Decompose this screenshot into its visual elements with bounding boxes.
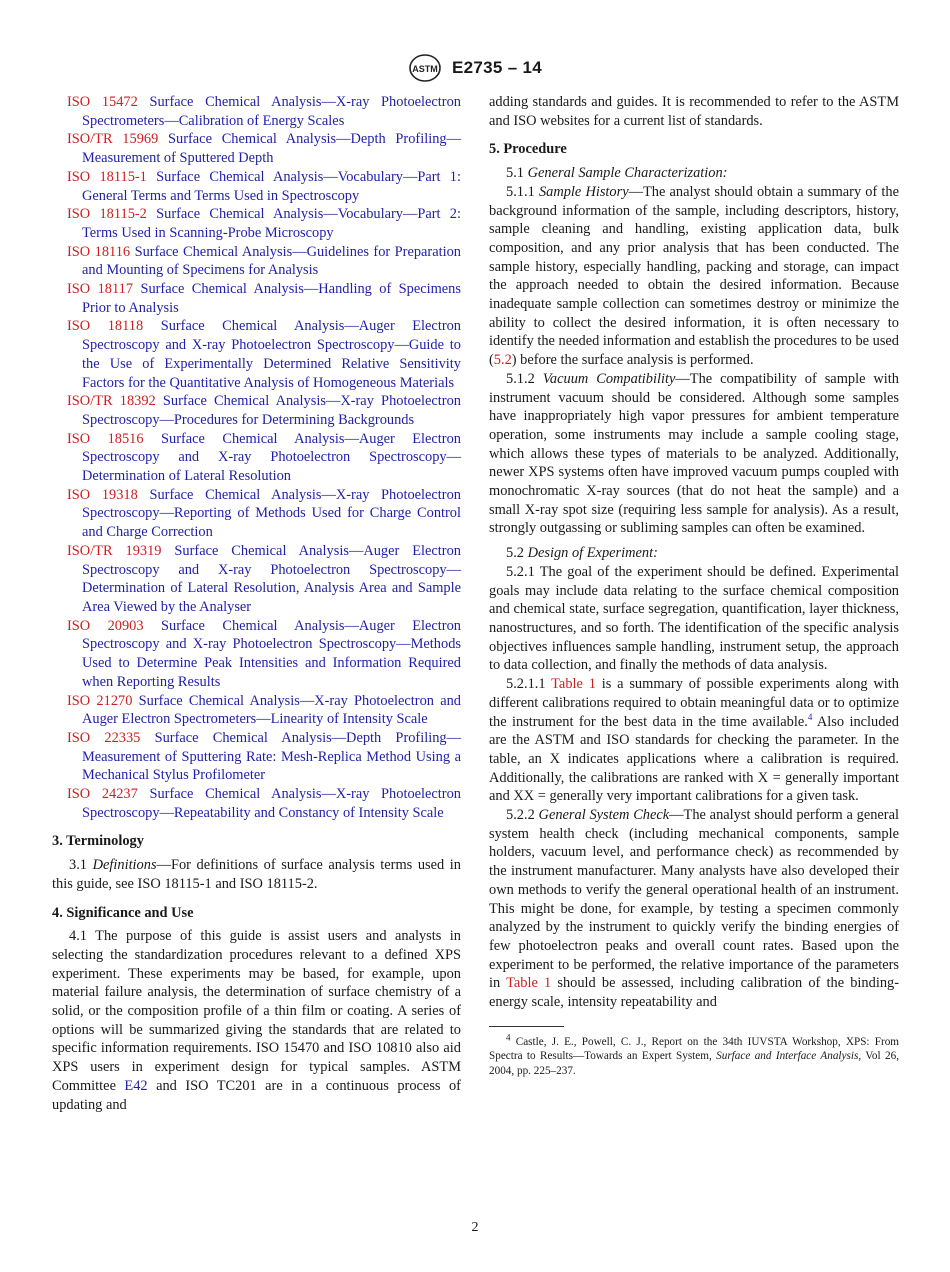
para-number: 5.1.2 bbox=[506, 370, 535, 387]
reference-number-link[interactable]: ISO 15472 bbox=[67, 94, 138, 110]
reference-number-link[interactable]: ISO/TR 18392 bbox=[67, 393, 156, 410]
reference-title-link[interactable]: Surface Chemical Analysis—X-ray Photoelectron Spectroscopy—Procedures for Determining Backgrounds bbox=[82, 393, 461, 428]
reference-item bbox=[52, 93, 461, 130]
e42-link[interactable]: E42 bbox=[124, 1077, 148, 1094]
reference-item bbox=[52, 617, 461, 692]
para-label: Definitions bbox=[92, 857, 157, 874]
reference-title-link[interactable]: Surface Chemical Analysis—X-ray Photoelectron Spectroscopy—Reporting of Methods Used for Charge Control and Charge Correction bbox=[82, 486, 461, 541]
para-text: —The analyst should perform a general system health check (including mechanical components, sample holders, vacuum level, and performance check) as recommended by the instrument manufacturer. Many analysts have also developed their own methods to verify the general operational health of an instrument. This might be done, for example, by testing a specimen commonly analyzed by the instrument to quickly verify the binding energies of few photoelectron peaks and overall count rates. Based upon the experiment to be performed, the relative importance of the parameters in bbox=[489, 807, 899, 992]
para-number: 5.1 bbox=[506, 165, 524, 182]
table-1-link-2[interactable]: Table 1 bbox=[506, 975, 552, 992]
reference-number-link[interactable]: ISO 22335 bbox=[67, 729, 141, 746]
reference-item bbox=[52, 130, 461, 167]
reference-number-link[interactable]: ISO/TR 19319 bbox=[67, 542, 162, 559]
para-label: General System Check bbox=[538, 807, 670, 824]
reference-number-link[interactable]: ISO 20903 bbox=[67, 617, 144, 634]
paragraph-4-1-continued: adding standards and guides. It is recommended to refer to the ASTM and ISO websites for a current list of standards. bbox=[489, 94, 899, 129]
page-header bbox=[0, 53, 950, 83]
reference-item bbox=[52, 486, 461, 542]
paragraph-5-1-2 bbox=[489, 370, 899, 538]
paragraph-3-1 bbox=[52, 856, 461, 893]
section-5-heading: 5. Procedure bbox=[489, 141, 567, 158]
footnote-journal: Surface and Interface Analysis bbox=[716, 1050, 859, 1063]
footnote-text: , Vol 26, 2004, pp. 225–237. bbox=[489, 1050, 900, 1077]
para-text: Also included are the ASTM and ISO standards for checking the parameter. In the table, an X indicates applications where a calibration is required. Additionally, the calibrations are ranked with X = generally important and XX = generally very important calibrations for a given task. bbox=[489, 713, 900, 805]
reference-number-link[interactable]: ISO 19318 bbox=[67, 486, 138, 503]
para-text: 4.1 The purpose of this guide is assist users and analysts in selecting the standardization procedures relevant to a defined XPS experiment. These experiments may be based, for example, upon material failure analysis, the determination of surface chemistry of a solid, or the composition profile of a thin film or coating. A series of options will be summarized giving the standards that are related to specific information requirements. ISO 15470 and ISO 10810 also aid XPS users in experiment design for typical samples. ASTM Committee bbox=[52, 928, 461, 1094]
reference-item bbox=[52, 317, 461, 392]
reference-number-link[interactable]: ISO 18115-2 bbox=[67, 206, 147, 223]
reference-number-link[interactable]: ISO 18516 bbox=[67, 430, 144, 447]
reference-item bbox=[52, 692, 461, 729]
reference-item bbox=[52, 729, 461, 785]
para-number: 5.1.1 bbox=[506, 183, 535, 200]
reference-number-link[interactable]: ISO 18117 bbox=[67, 281, 134, 298]
para-text: ) before the surface analysis is performed. bbox=[511, 352, 754, 369]
reference-item bbox=[52, 542, 461, 617]
reference-number-link[interactable]: ISO 24237 bbox=[67, 786, 138, 803]
left-column bbox=[52, 93, 461, 1114]
para-number: 5.2.1.1 bbox=[506, 676, 546, 693]
section-3-heading: 3. Terminology bbox=[52, 833, 144, 850]
reference-item bbox=[52, 205, 461, 242]
reference-number-link[interactable]: ISO 18115-1 bbox=[67, 168, 147, 185]
para-number: 5.2.2 bbox=[506, 807, 535, 824]
reference-title-link[interactable]: Surface Chemical Analysis—X-ray Photoelectron Spectroscopy—Repeatability and Constancy of Intensity Scale bbox=[82, 786, 461, 821]
footnote-divider bbox=[489, 1026, 564, 1027]
para-text: should be assessed, including calibration of the binding-energy scale, intensity repeatability and bbox=[489, 975, 900, 1011]
footnote-4-ref[interactable]: 4 bbox=[807, 711, 813, 722]
reference-item bbox=[52, 168, 461, 205]
reference-item bbox=[52, 392, 461, 429]
paragraph-5-1-1 bbox=[489, 183, 899, 370]
reference-number-link[interactable]: ISO 21270 bbox=[67, 692, 133, 709]
reference-title-link[interactable]: Surface Chemical Analysis—Auger Electron Spectroscopy and X-ray Photoelectron Spectroscopy—Methods Used to Determine Peak Intensities and Information Required when Reporting Results bbox=[82, 617, 461, 690]
reference-item bbox=[52, 785, 461, 822]
para-label: Vacuum Compatibility bbox=[542, 370, 676, 387]
reference-title-link[interactable]: Surface Chemical Analysis—Vocabulary—Part 1: General Terms and Terms Used in Spectroscopy bbox=[82, 168, 461, 204]
paragraph-4-1 bbox=[52, 927, 461, 1114]
footnote-marker: 4 bbox=[506, 1032, 511, 1043]
paragraph-5-2-1: 5.2.1 The goal of the experiment should be defined. Experimental goals may include data relating to the surface chemical composition and chemical state, surface segregation, quantification, layer thickness, nanostructures, and so forth. The identification of the specific analysis objectives influences sample handling, instrument setup, the approach to data collection, and finally the methods of data analysis. bbox=[489, 563, 899, 674]
reference-title-link[interactable]: Surface Chemical Analysis—Auger Electron Spectroscopy and X-ray Photoelectron Spectroscopy—Determination of Lateral Resolution, Analysis Area and Sample Area Viewed by the Analyser bbox=[82, 542, 461, 615]
para-title: General Sample Characterization: bbox=[527, 165, 728, 182]
para-label: Sample History bbox=[538, 183, 629, 200]
page-number: 2 bbox=[471, 1220, 479, 1235]
reference-title-link[interactable]: Surface Chemical Analysis—Handling of Specimens Prior to Analysis bbox=[82, 281, 461, 316]
reference-title-link[interactable]: Surface Chemical Analysis—Vocabulary—Part 2: Terms Used in Scanning-Probe Microscopy bbox=[82, 206, 461, 241]
para-title: Design of Experiment: bbox=[527, 545, 658, 562]
right-column bbox=[489, 93, 899, 1078]
astm-logo-icon bbox=[408, 53, 442, 83]
paragraph-5-2 bbox=[489, 544, 899, 563]
reference-title-link[interactable]: Surface Chemical Analysis—Guidelines for Preparation and Mounting of Specimens for Analysis bbox=[82, 243, 461, 279]
document-designation: E2735 – 14 bbox=[452, 58, 542, 77]
section-5-2-link[interactable]: 5.2 bbox=[493, 352, 512, 369]
reference-title-link[interactable]: Surface Chemical Analysis—Depth Profiling—Measurement of Sputtering Rate: Mesh-Replica Method Using a Mechanical Stylus Profilometer bbox=[82, 729, 461, 784]
para-text: —The analyst should obtain a summary of the background information of the sample, including descriptors, history, sample cleaning and handling, existing application data, bulk composition, and any prior analysis that has been conducted. The sample history, especially handling, packing and storage, can impact the approach needed to obtain the desired information. Because inadequate sample collection can sometimes destroy or minimize the ability to collect the desired information, it is often necessary to identify the needed information and establish the procedures to be used ( bbox=[489, 183, 900, 369]
paragraph-5-2-1-1 bbox=[489, 675, 899, 806]
reference-title-link[interactable]: Surface Chemical Analysis—Auger Electron Spectroscopy and X-ray Photoelectron Spectroscopy—Determination of Lateral Resolution bbox=[82, 430, 461, 485]
reference-title-link[interactable]: Surface Chemical Analysis—X-ray Photoelectron and Auger Electron Spectrometers—Linearity of Intensity Scale bbox=[82, 692, 461, 728]
section-4-heading: 4. Significance and Use bbox=[52, 904, 194, 921]
reference-item bbox=[52, 430, 461, 486]
reference-number-link[interactable]: ISO 18118 bbox=[67, 318, 144, 335]
table-1-link[interactable]: Table 1 bbox=[551, 676, 596, 693]
para-text: —For definitions of surface analysis terms used in this guide, see ISO 18115-1 and ISO 18115-2. bbox=[52, 857, 461, 892]
svg-text:ASTM: ASTM bbox=[412, 64, 438, 74]
para-text: —The compatibility of sample with instrument vacuum should be considered. Although some samples have inappropriately high vapor pressures for ambient temperature operation, some instruments may include a sample cooling stage, which allows these types of materials to be analyzed. Additionally, newer XPS systems often have improved vacuum pumps coupled with monochromatic X-ray sources (that do not heat the sample) and a small X-ray spot size (requiring less sample for analysis). As a result, strongly outgassing or subliming samples can often be examined. bbox=[489, 370, 899, 537]
para-number: 3.1 bbox=[69, 857, 87, 874]
para-number: 5.2 bbox=[506, 545, 524, 562]
reference-title-link[interactable]: Surface Chemical Analysis—Depth Profiling—Measurement of Sputtered Depth bbox=[82, 131, 461, 167]
paragraph-5-2-2 bbox=[489, 806, 899, 1012]
reference-title-link[interactable]: Surface Chemical Analysis—X-ray Photoelectron Spectrometers—Calibration of Energy Scales bbox=[82, 94, 461, 129]
paragraph-5-1 bbox=[489, 164, 899, 183]
reference-list bbox=[52, 93, 461, 822]
reference-number-link[interactable]: ISO/TR 15969 bbox=[67, 131, 159, 148]
footnote-text: Castle, J. E., Powell, C. J., Report on the 34th IUVSTA Workshop, XPS: From Spectra to Results—Towards an Expert System, bbox=[489, 1035, 899, 1063]
para-text-continued-marker: and ISO TC201 are in a continuous process of updating and bbox=[52, 1077, 461, 1113]
reference-item bbox=[52, 243, 461, 280]
para-text: is a summary of possible experiments along with different calibrations required to obtain meaningful data or to optimize the instrument for the best data in the time available. bbox=[489, 676, 899, 730]
reference-item bbox=[52, 280, 461, 317]
footnote-4 bbox=[489, 1032, 900, 1079]
reference-title-link[interactable]: Surface Chemical Analysis—Auger Electron Spectroscopy and X-ray Photoelectron Spectroscopy—Guide to the Use of Experimentally Determined Relative Sensitivity Factors for the Quantitative Analysis of Homogeneous Materials bbox=[82, 318, 461, 391]
reference-number-link[interactable]: ISO 18116 bbox=[67, 243, 131, 260]
